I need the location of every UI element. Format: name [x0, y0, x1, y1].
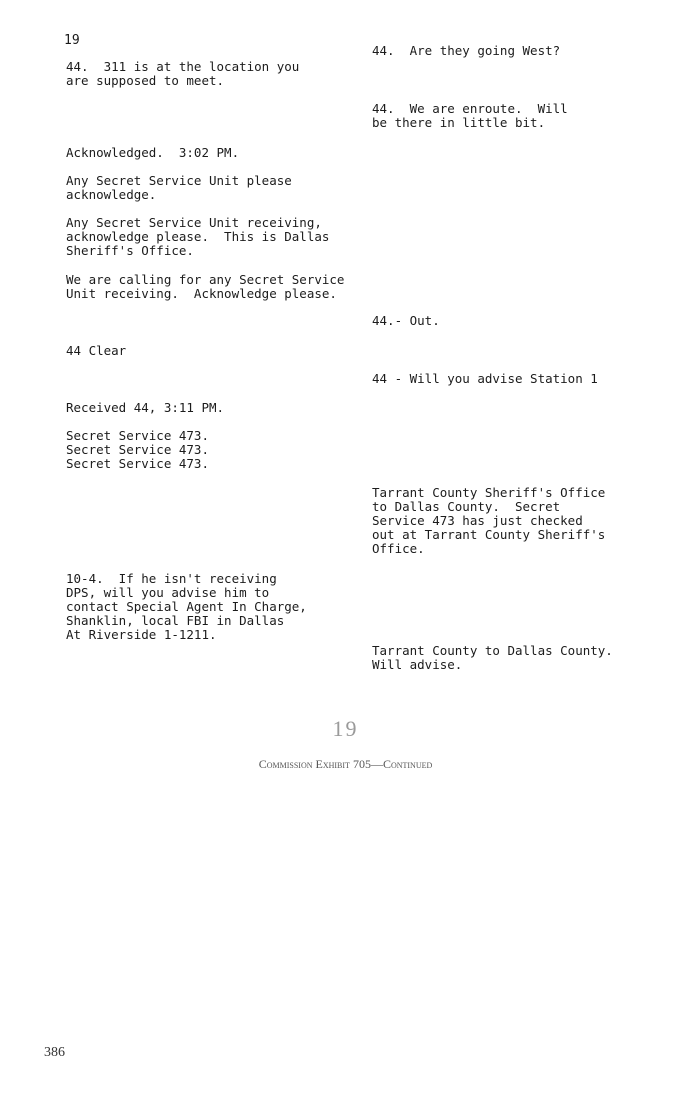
left-entry-6: 44 Clear — [66, 343, 127, 358]
right-entry-2: 44. We are enroute. Will be there in little bit. — [372, 101, 568, 130]
left-entry-4: Any Secret Service Unit receiving, acknowledge please. This is Dallas Sheriff's Office. — [66, 215, 330, 258]
exhibit-caption: Commission Exhibit 705—Continued — [258, 757, 433, 771]
right-entry-3: 44.- Out. — [372, 313, 440, 328]
page-number: 386 — [44, 1045, 65, 1060]
left-entry-1: 44. 311 is at the location you are supposed to meet. — [66, 59, 300, 88]
right-entry-6: Tarrant County to Dallas County. Will advise. — [372, 643, 613, 672]
left-entry-2: Acknowledged. 3:02 PM. — [66, 145, 240, 160]
center-page-number: 19 — [332, 716, 359, 741]
left-entry-9: 10-4. If he isn't receiving DPS, will you advise him to contact Special Agent In Charge, Shanklin, local FBI in Dallas At Riverside 1-1211. — [66, 571, 307, 642]
right-entry-1: 44. Are they going West? — [372, 43, 561, 58]
left-entry-5: We are calling for any Secret Service Unit receiving. Acknowledge please. — [66, 272, 345, 301]
left-entry-3: Any Secret Service Unit please acknowledge. — [66, 173, 292, 202]
left-entry-8: Secret Service 473. Secret Service 473. Secret Service 473. — [66, 428, 209, 471]
left-entry-7: Received 44, 3:11 PM. — [66, 400, 225, 415]
right-entry-4: 44 - Will you advise Station 1 — [372, 371, 598, 386]
top-page-number: 19 — [64, 33, 80, 48]
right-entry-5: Tarrant County Sheriff's Office to Dallas County. Secret Service 473 has just checked out at Tarrant County Sheriff's Office. — [372, 485, 606, 556]
